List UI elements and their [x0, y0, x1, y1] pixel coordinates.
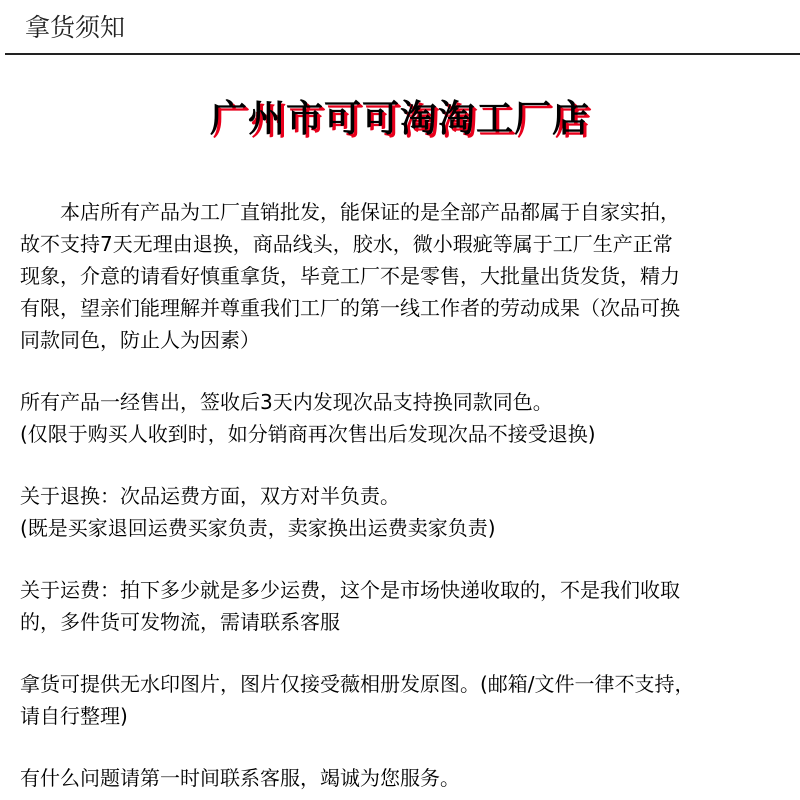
- text-line: 请自行整理): [20, 704, 128, 728]
- text-line: 关于运费：拍下多少就是多少运费，这个是市场快递收取的，不是我们收取: [20, 578, 680, 602]
- notice-body: [20, 196, 800, 794]
- text-line: (既是买家退回运费买家负责，卖家换出运费卖家负责): [20, 516, 496, 540]
- notice-paragraph: [20, 762, 800, 794]
- notice-paragraph: [20, 574, 800, 638]
- notice-paragraph: [20, 196, 800, 356]
- paragraph-gap: [20, 638, 800, 668]
- shop-title: 广州市可可淘淘工厂店: [210, 97, 590, 140]
- notice-paragraph: [20, 668, 800, 732]
- text-line: 拿货可提供无水印图片，图片仅接受薇相册发原图。(邮箱/文件一律不支持，: [20, 672, 695, 696]
- text-line: 有什么问题请第一时间联系客服，竭诚为您服务。: [20, 766, 460, 790]
- text-line: 故不支持7天无理由退换，商品线头，胶水，微小瑕疵等属于工厂生产正常: [20, 232, 673, 256]
- text-line: 现象，介意的请看好慎重拿货，毕竟工厂不是零售，大批量出货发货，精力: [20, 264, 680, 288]
- page-header: 拿货须知: [25, 13, 126, 42]
- notice-paragraph: [20, 386, 800, 450]
- notice-paragraph: [20, 480, 800, 544]
- text-line: (仅限于购买人收到时，如分销商再次售出后发现次品不接受退换): [20, 422, 596, 446]
- text-line: 关于退换：次品运费方面，双方对半负责。: [20, 484, 400, 508]
- text-line: 的，多件货可发物流，需请联系客服: [20, 610, 340, 634]
- text-line: 有限，望亲们能理解并尊重我们工厂的第一线工作者的劳动成果（次品可换: [20, 296, 680, 320]
- header-divider: [5, 53, 800, 55]
- paragraph-gap: [20, 356, 800, 386]
- text-line: 本店所有产品为工厂直销批发，能保证的是全部产品都属于自家实拍，: [20, 200, 680, 224]
- paragraph-gap: [20, 450, 800, 480]
- paragraph-gap: [20, 732, 800, 762]
- text-line: 所有产品一经售出，签收后3天内发现次品支持换同款同色。: [20, 390, 553, 414]
- paragraph-gap: [20, 544, 800, 574]
- text-line: 同款同色，防止人为因素）: [20, 328, 260, 352]
